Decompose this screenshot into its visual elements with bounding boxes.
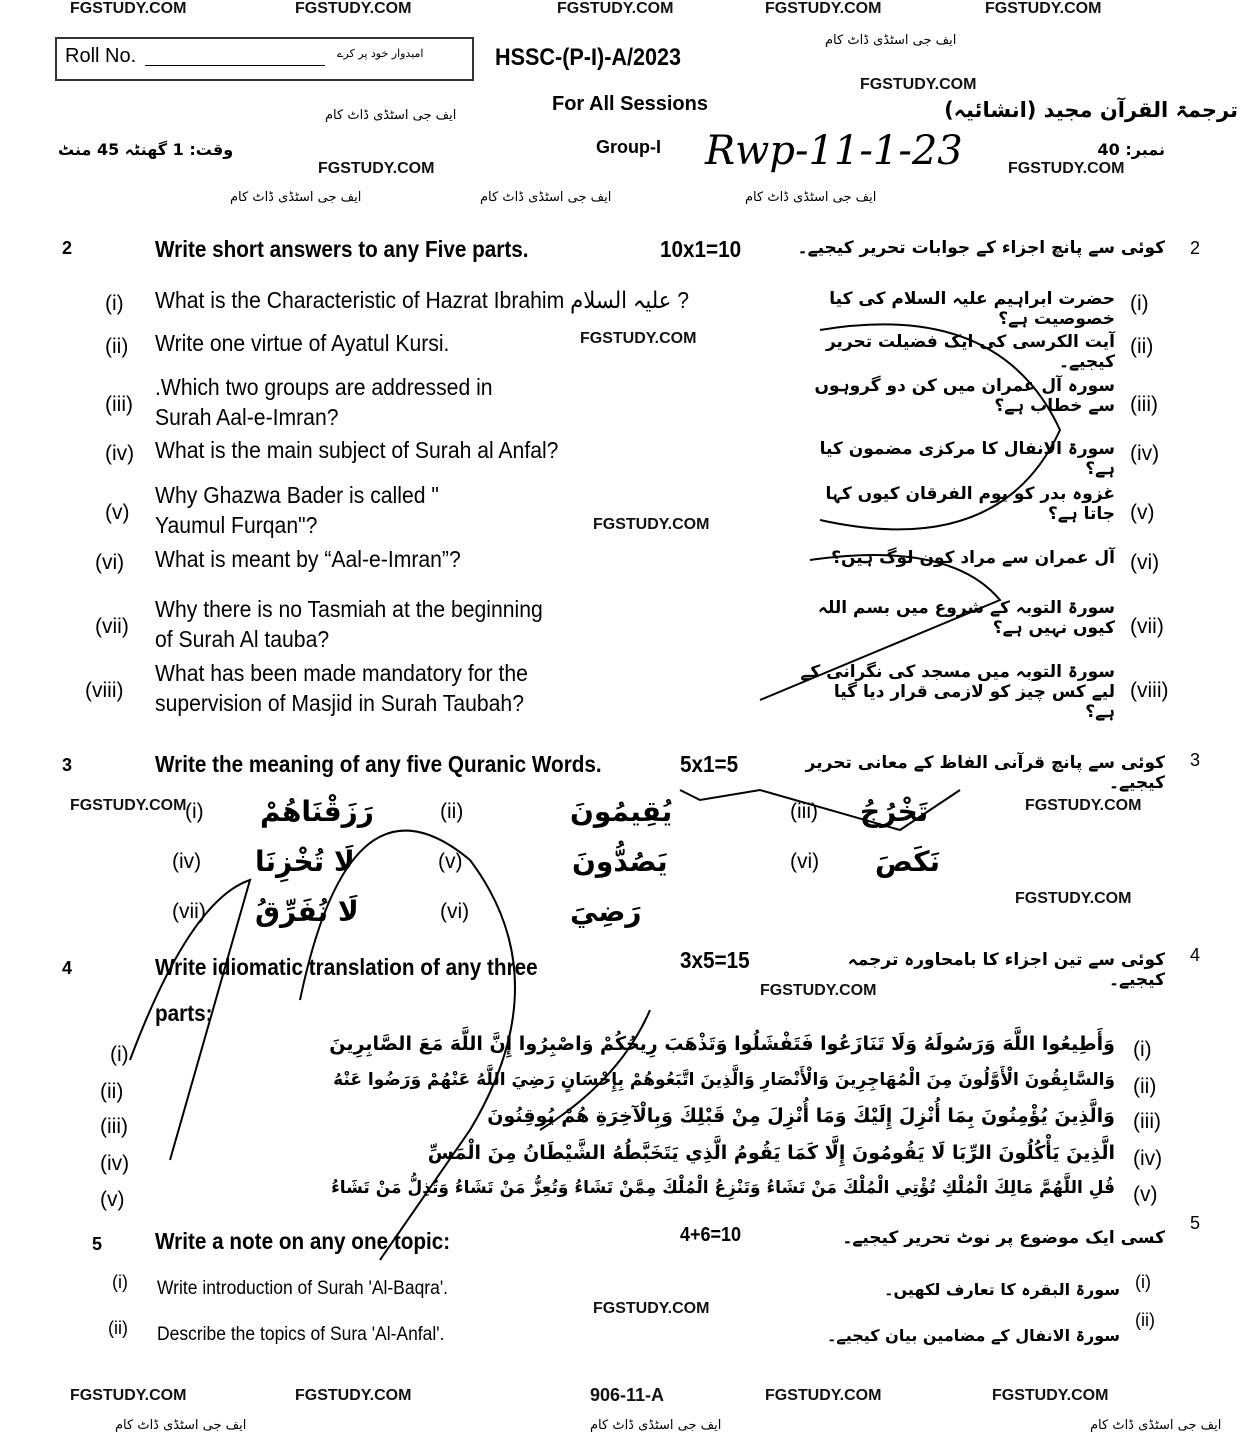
q2-part-label: (viii) [85, 679, 124, 702]
q2-part-urdu: آل عمران سے مراد کون لوگ ہیں؟ [831, 548, 1115, 568]
watermark: FGSTUDY.COM [1015, 890, 1132, 907]
time-urdu: وقت: 1 گھنٹہ 45 منٹ [58, 140, 234, 159]
q2-part-label: (iii) [105, 393, 133, 416]
q2-part-text: What is meant by “Aal-e-Imran”? [155, 546, 461, 572]
q3-word-label: (vii) [172, 900, 206, 923]
q4-verse-label-right: (iv) [1133, 1147, 1163, 1170]
watermark: FGSTUDY.COM [860, 76, 977, 93]
handwritten-note: Rwp-11-1-23 [705, 128, 963, 174]
q2-title: Write short answers to any Five parts. [155, 236, 529, 262]
watermark: FGSTUDY.COM [70, 1387, 187, 1404]
watermark: FGSTUDY.COM [765, 1387, 882, 1404]
q4-number-right: 4 [1190, 945, 1201, 965]
watermark: FGSTUDY.COM [1008, 160, 1125, 177]
q2-part-text: What has been made mandatory for the [155, 660, 528, 686]
q2-part-text: Write one virtue of Ayatul Kursi. [155, 330, 450, 356]
marks-urdu: نمبر: 40 [1097, 140, 1165, 159]
watermark: FGSTUDY.COM [593, 1300, 710, 1317]
watermark: FGSTUDY.COM [985, 0, 1102, 17]
watermark: FGSTUDY.COM [992, 1387, 1109, 1404]
q2-part-label-right: (v) [1130, 501, 1155, 524]
q2-part-text: Yaumul Furqan"? [155, 512, 318, 538]
roll-label: Roll No. [65, 45, 137, 67]
watermark: FGSTUDY.COM [580, 330, 697, 347]
q2-part-label: (iv) [105, 442, 135, 465]
q3-number: 3 [62, 755, 73, 775]
q2-part-urdu: حضرت ابراہیم علیہ السلام کی کیا خصوصیت ہے؟ [829, 289, 1115, 329]
q5-part-text: Describe the topics of Sura 'Al-Anfal'. [157, 1324, 445, 1345]
q4-verse-label-right: (iii) [1133, 1110, 1161, 1133]
q5-part-label: (i) [112, 1272, 128, 1292]
q4-verse-label-right: (ii) [1133, 1075, 1157, 1098]
watermark: FGSTUDY.COM [70, 0, 187, 17]
q4-verse-label-right: (i) [1133, 1038, 1152, 1061]
q3-word-label: (i) [185, 800, 204, 823]
watermark: FGSTUDY.COM [765, 0, 882, 17]
q5-marks: 4+6=10 [680, 1224, 742, 1246]
watermark: FGSTUDY.COM [295, 0, 412, 17]
quranic-verse: وَالَّذِينَ يُؤْمِنُونَ بِمَا أُنْزِلَ إِلَيْكَ وَمَا أُنْزِلَ مِنْ قَبْلِكَ وَبِالْآخِرَةِ هُمْ يُوقِنُونَ [487, 1105, 1115, 1127]
watermark: FGSTUDY.COM [1025, 797, 1142, 814]
q2-part-text: supervision of Masjid in Surah Taubah? [155, 690, 524, 716]
q2-part-urdu: سورہ آل عمران میں کن دو گروہوں سے خطاب ہے؟ [814, 376, 1115, 416]
q4-verse-label: (i) [110, 1043, 129, 1066]
watermark-urdu: ایف جی اسٹڈی ڈاٹ کام [745, 190, 877, 205]
q5-part-urdu: سورۃ الانفال کے مضامین بیان کیجیے۔ [826, 1326, 1120, 1345]
watermark-urdu: ایف جی اسٹڈی ڈاٹ کام [590, 1418, 722, 1433]
q2-part-label: (v) [105, 501, 130, 524]
q2-part-label-right: (ii) [1130, 335, 1154, 358]
watermark: FGSTUDY.COM [318, 160, 435, 177]
roll-hint: امیدوار خود پر کرے [337, 47, 424, 60]
q2-part-text: Why there is no Tasmiah at the beginning [155, 596, 543, 622]
q5-title-urdu: کسی ایک موضوع پر نوٹ تحریر کیجیے۔ [842, 1228, 1165, 1248]
watermark-urdu: ایف جی اسٹڈی ڈاٹ کام [115, 1418, 247, 1433]
quranic-verse: وَالسَّابِقُونَ الْأَوَّلُونَ مِنَ الْمُهَاجِرِينَ وَالْأَنْصَارِ وَالَّذِينَ اتَّبَعُوهُمْ بِإِحْسَانٍ رَضِيَ اللَّهُ عَنْهُمْ وَرَضُوا عَنْهُ [333, 1070, 1115, 1090]
q2-part-urdu: غزوہ بدر کو یوم الفرقان کیوں کہا جاتا ہے؟ [825, 484, 1115, 524]
q4-verse-label: (ii) [100, 1080, 124, 1103]
q3-marks: 5x1=5 [680, 751, 739, 777]
q5-part-label-right: (i) [1135, 1272, 1151, 1292]
q3-number-right: 3 [1190, 750, 1201, 770]
quranic-word: لَا تُخْزِنَا [255, 845, 355, 878]
q5-number-right: 5 [1190, 1213, 1201, 1233]
quranic-verse: قُلِ اللَّهُمَّ مَالِكَ الْمُلْكِ تُؤْتِي الْمُلْكَ مَنْ تَشَاءُ وَتَنْزِعُ الْمُلْكَ مِمَّنْ تَشَاءُ وَتُعِزُّ مَنْ تَشَاءُ وَتُذِلُّ مَنْ تَشَاءُ [331, 1178, 1115, 1198]
roll-line [145, 65, 325, 66]
quranic-word: رَضِيَ [570, 895, 642, 928]
q5-part-label: (ii) [108, 1318, 128, 1338]
q2-part-urdu: سورۃ التوبہ کے شروع میں بسم اللہ کیوں نہیں ہے؟ [818, 598, 1115, 638]
q4-verse-label: (v) [100, 1188, 125, 1211]
q2-title-urdu: کوئی سے پانچ اجزاء کے جوابات تحریر کیجیے۔ [797, 238, 1165, 258]
q2-part-urdu: آیت الکرسی کی ایک فضیلت تحریر کیجیے۔ [825, 332, 1115, 372]
quranic-word: نَكَصَ [875, 845, 940, 878]
subject-urdu: ترجمۃ القرآن مجید (انشائیہ) [944, 98, 1238, 122]
q2-part-text: What is the main subject of Surah al Anfal? [155, 437, 559, 463]
q2-part-label-right: (iii) [1130, 393, 1158, 416]
watermark-urdu: ایف جی اسٹڈی ڈاٹ کام [1090, 1418, 1222, 1433]
quranic-word: يُقِيمُونَ [570, 795, 673, 828]
q2-marks: 10x1=10 [660, 236, 742, 262]
q2-part-text: Why Ghazwa Bader is called " [155, 482, 439, 508]
quranic-word: تَخْرُجُ [860, 795, 929, 828]
q2-part-urdu: سورۃ الانفال کا مرکزی مضمون کیا ہے؟ [819, 439, 1115, 479]
q2-part-label: (vi) [95, 551, 125, 574]
q4-verse-label-right: (v) [1133, 1183, 1158, 1206]
quranic-verse: الَّذِينَ يَأْكُلُونَ الرِّبَا لَا يَقُومُونَ إِلَّا كَمَا يَقُومُ الَّذِي يَتَخَبَّطُهُ الشَّيْطَانُ مِنَ الْمَسِّ [427, 1142, 1115, 1164]
q2-part-label: (i) [105, 292, 124, 315]
q3-word-label: (vi) [440, 900, 470, 923]
q2-part-text: Surah Aal-e-Imran? [155, 404, 339, 430]
quranic-word: رَزَقْنَاهُمْ [260, 795, 374, 828]
q2-part-label-right: (vi) [1130, 551, 1160, 574]
q2-part-urdu: سورۃ التوبہ میں مسجد کی نگرانی کے لیے کس چیز کو لازمی قرار دیا گیا ہے؟ [800, 662, 1115, 722]
q5-part-urdu: سورۃ البقرہ کا تعارف لکھیں۔ [884, 1280, 1120, 1299]
q4-title-urdu: کوئی سے تین اجزاء کا بامحاورہ ترجمہ کیجیے۔ [847, 950, 1165, 990]
watermark: FGSTUDY.COM [295, 1387, 412, 1404]
q4-title: Write idiomatic translation of any three [155, 954, 538, 980]
q2-part-label: (ii) [105, 335, 129, 358]
q3-word-label: (v) [438, 850, 463, 873]
q2-part-label-right: (iv) [1130, 442, 1160, 465]
watermark: FGSTUDY.COM [70, 797, 187, 814]
watermark: FGSTUDY.COM [593, 516, 710, 533]
paper-code: HSSC-(P-I)-A/2023 [495, 44, 682, 71]
q2-number: 2 [62, 238, 73, 258]
q2-part-label-right: (i) [1130, 292, 1149, 315]
q3-word-label: (iv) [172, 850, 202, 873]
sessions: For All Sessions [552, 93, 708, 115]
watermark-urdu: ایف جی اسٹڈی ڈاٹ کام [480, 190, 612, 205]
q5-number: 5 [92, 1234, 103, 1254]
watermark: FGSTUDY.COM [557, 0, 674, 17]
quranic-verse: وَأَطِيعُوا اللَّهَ وَرَسُولَهُ وَلَا تَنَازَعُوا فَتَفْشَلُوا وَتَذْهَبَ رِيحُكُمْ وَاصْبِرُوا إِنَّ اللَّهَ مَعَ الصَّابِرِينَ [329, 1033, 1115, 1055]
q4-marks: 3x5=15 [680, 947, 750, 973]
q2-part-label-right: (vii) [1130, 615, 1164, 638]
q5-part-label-right: (ii) [1135, 1310, 1155, 1330]
watermark-urdu: ایف جی اسٹڈی ڈاٹ کام [325, 108, 457, 123]
q4-verse-label: (iii) [100, 1115, 128, 1138]
quranic-word: لَا نُفَرِّقُ [255, 895, 359, 928]
q4-number: 4 [62, 958, 73, 978]
q3-word-label: (ii) [440, 800, 464, 823]
q3-title-urdu: کوئی سے پانچ قرآنی الفاظ کے معانی تحریر کیجیے۔ [805, 753, 1165, 793]
watermark: FGSTUDY.COM [760, 982, 877, 999]
q4-title-cont: parts: [155, 1000, 213, 1026]
q3-word-label: (vi) [790, 850, 820, 873]
watermark-urdu: ایف جی اسٹڈی ڈاٹ کام [825, 33, 957, 48]
footer-code: 906-11-A [590, 1385, 665, 1405]
quranic-word: يَصُدُّونَ [572, 845, 668, 878]
q3-word-label: (iii) [790, 800, 818, 823]
q2-number-right: 2 [1190, 238, 1201, 258]
group: Group-I [596, 137, 661, 157]
q5-part-text: Write introduction of Surah 'Al-Baqra'. [157, 1278, 449, 1299]
roll-number-box[interactable] [55, 37, 474, 81]
q4-verse-label: (iv) [100, 1152, 130, 1175]
q2-part-label: (vii) [95, 615, 129, 638]
q2-part-text: .Which two groups are addressed in [155, 374, 493, 400]
q2-part-text: What is the Characteristic of Hazrat Ibrahim علیہ السلام ? [155, 287, 690, 313]
q3-title: Write the meaning of any five Quranic Words. [155, 751, 602, 777]
q2-part-label-right: (viii) [1130, 679, 1169, 702]
q2-part-text: of Surah Al tauba? [155, 626, 330, 652]
watermark-urdu: ایف جی اسٹڈی ڈاٹ کام [230, 190, 362, 205]
q5-title: Write a note on any one topic: [155, 1228, 451, 1254]
